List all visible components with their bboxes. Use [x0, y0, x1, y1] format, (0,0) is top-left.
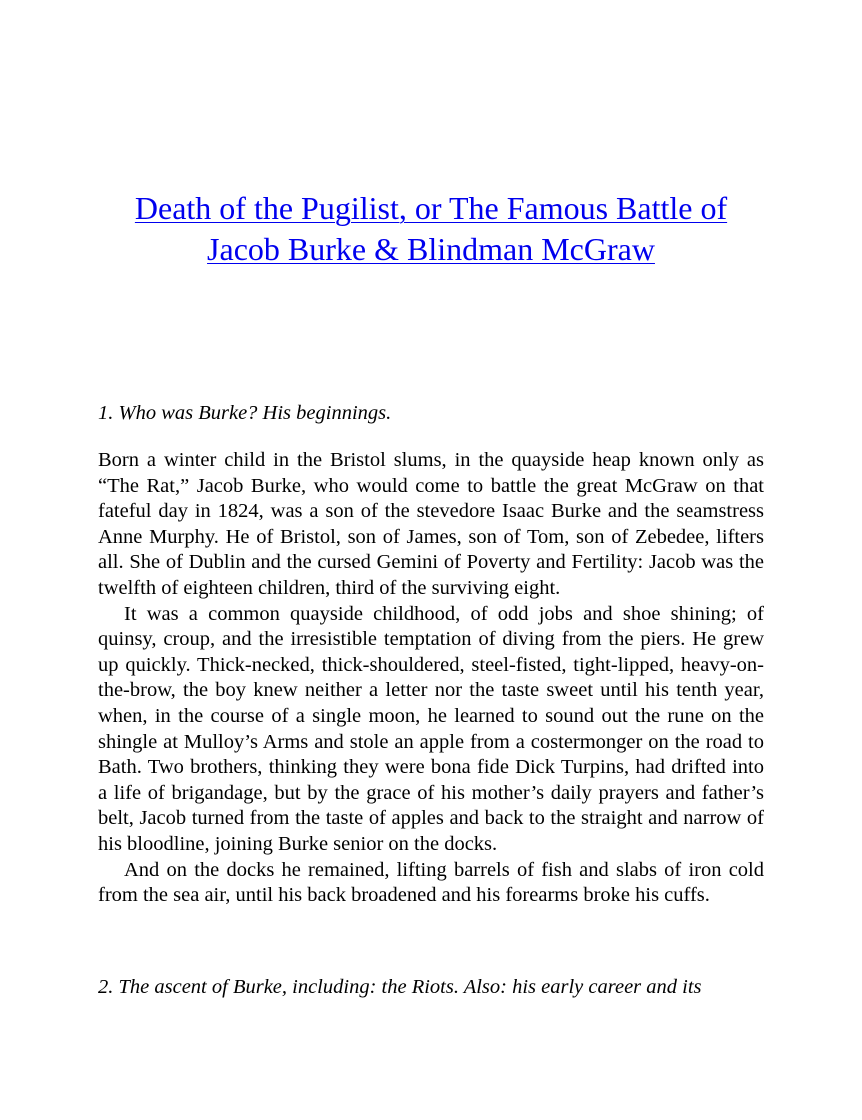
paragraph-2: It was a common quayside childhood, of odd jobs and shoe shining; of quinsy, croup, and the irresistible temptation of diving from the piers. He grew up quickly. Thick-necked, thick-shouldered, steel-fisted, tight-lipped, heavy-on-the-brow, the boy knew neither a letter nor the taste sweet until his tenth year, when, in the course of a single moon, he learned to sound out the rune on the shingle at Mulloy’s Arms and stole an apple from a costermonger on the road to Bath. Two brothers, thinking they were bona fide Dick Turpins, had drifted into a life of brigandage, but by the grace of his mother’s daily prayers and father’s belt, Jacob turned from the taste of apples and back to the straight and narrow of his bloodline, joining Burke senior on the docks. [98, 602, 764, 855]
section-heading-1: 1. Who was Burke? His beginnings. [98, 402, 392, 424]
section-heading-2: 2. The ascent of Burke, including: the Riots. Also: his early career and its [98, 976, 702, 998]
paragraph-3: And on the docks he remained, lifting barrels of fish and slabs of iron cold from the sea air, until his back broadened and his forearms broke his cuffs. [98, 858, 764, 907]
document-page [98, 0, 764, 1120]
document-title [96, 188, 766, 270]
title-link[interactable]: Death of the Pugilist, or The Famous Battle of Jacob Burke & Blindman McGraw [134, 190, 728, 267]
section-1-body [98, 448, 764, 909]
paragraph-1: Born a winter child in the Bristol slums, in the quayside heap known only as “The Rat,” Jacob Burke, who would come to battle the great McGraw on that fateful day in 1824, was a son of the stevedore Isaac Burke and the seamstress Anne Murphy. He of Bristol, son of James, son of Tom, son of Zebedee, lifters all. She of Dublin and the cursed Gemini of Poverty and Fertility: Jacob was the twelfth of eighteen children, third of the surviving eight. [98, 449, 764, 599]
